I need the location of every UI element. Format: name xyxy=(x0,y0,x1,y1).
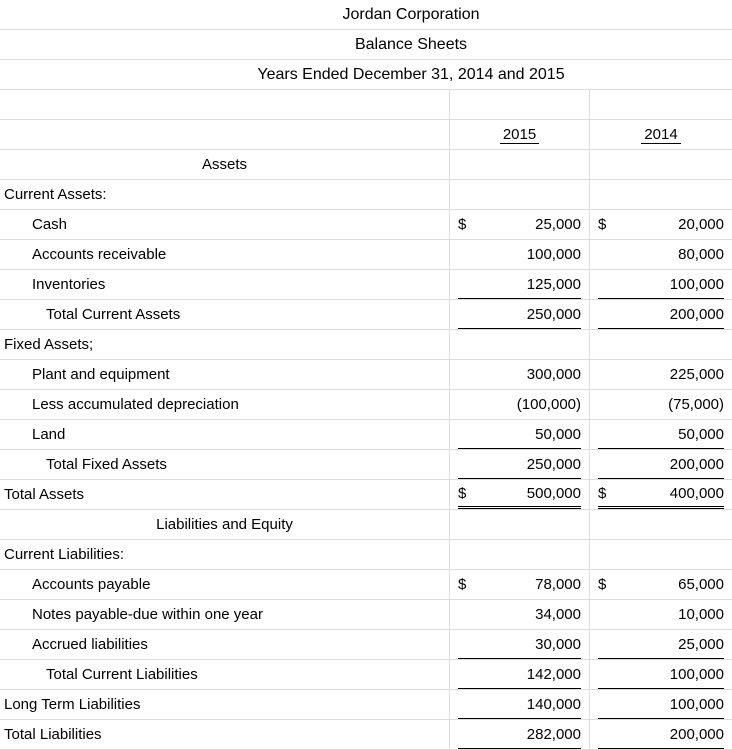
row-land xyxy=(0,420,732,450)
row-label: Accounts receivable xyxy=(0,240,450,269)
value-cell-right-year xyxy=(590,300,732,329)
amount-wrap xyxy=(598,270,724,299)
amount: 20,000 xyxy=(678,216,724,233)
title-cell: Balance Sheets xyxy=(354,35,468,53)
row-label: Land xyxy=(0,420,450,449)
title-cell: Years Ended December 31, 2014 and 2015 xyxy=(257,65,565,83)
amount-wrap xyxy=(458,690,581,719)
amount: 50,000 xyxy=(535,425,581,443)
value-cell-left-year xyxy=(450,660,590,689)
amount-wrap xyxy=(598,660,724,689)
amount: 65,000 xyxy=(678,576,724,593)
amount-wrap xyxy=(598,360,724,389)
amount: 25,000 xyxy=(535,216,581,233)
amount-wrap xyxy=(598,690,724,719)
row-total-assets xyxy=(0,480,732,510)
title-cell: Jordan Corporation xyxy=(342,5,480,23)
row-current-liabilities xyxy=(0,540,732,570)
value-cell-left-year xyxy=(450,120,590,149)
amount: 142,000 xyxy=(526,665,581,683)
amount: 250,000 xyxy=(526,455,581,473)
value-cell-right-year xyxy=(590,630,732,659)
row-total-fixed-assets xyxy=(0,450,732,480)
value-cell-right-year xyxy=(590,720,732,749)
value-cell-right-year xyxy=(590,90,732,119)
amount-wrap xyxy=(458,480,581,509)
amount: 34,000 xyxy=(535,606,581,623)
amount: 100,000 xyxy=(669,665,724,683)
value-cell-right-year xyxy=(590,240,732,269)
blank-row xyxy=(0,90,732,120)
value-cell-right-year xyxy=(590,570,732,599)
amount-wrap xyxy=(598,570,724,599)
amount: 300,000 xyxy=(526,366,581,383)
value-cell-left-year xyxy=(450,540,590,569)
value-cell-right-year xyxy=(590,120,732,149)
amount-wrap xyxy=(598,720,724,749)
year-header: 2015 xyxy=(500,126,539,144)
amount-wrap xyxy=(598,420,724,449)
row-label: Less accumulated depreciation xyxy=(0,390,450,419)
row-accounts-payable xyxy=(0,570,732,600)
row-long-term-liabilities xyxy=(0,690,732,720)
amount: 200,000 xyxy=(669,455,724,473)
amount: (100,000) xyxy=(516,396,581,413)
row-total-liabilities xyxy=(0,720,732,750)
amount-wrap xyxy=(598,390,724,419)
row-label: Total Liabilities xyxy=(0,720,450,749)
amount-wrap xyxy=(458,450,581,479)
amount-wrap xyxy=(458,210,581,239)
value-cell-left-year xyxy=(450,450,590,479)
row-label: Inventories xyxy=(0,270,450,299)
value-cell-right-year xyxy=(590,510,732,539)
value-cell-right-year xyxy=(590,690,732,719)
value-cell-left-year xyxy=(450,480,590,509)
amount: 140,000 xyxy=(526,695,581,713)
amount: 225,000 xyxy=(669,366,724,383)
amount-wrap xyxy=(598,240,724,269)
amount: 100,000 xyxy=(526,246,581,263)
row-label: Total Assets xyxy=(0,480,450,509)
amount: 400,000 xyxy=(669,484,724,502)
amount-wrap xyxy=(598,300,724,329)
value-cell-left-year xyxy=(450,510,590,539)
value-cell-left-year xyxy=(450,90,590,119)
row-label: Fixed Assets; xyxy=(0,330,450,359)
amount-wrap xyxy=(598,480,724,509)
row-label: Liabilities and Equity xyxy=(0,510,450,539)
row-label: Accrued liabilities xyxy=(0,630,450,659)
value-cell-left-year xyxy=(450,720,590,749)
title-company xyxy=(0,0,732,30)
amount-wrap xyxy=(458,720,581,749)
amount-wrap xyxy=(458,420,581,449)
amount: 500,000 xyxy=(526,484,581,502)
value-cell-left-year xyxy=(450,390,590,419)
amount: 125,000 xyxy=(526,275,581,293)
amount-wrap xyxy=(458,390,581,419)
amount-wrap xyxy=(598,450,724,479)
amount-wrap xyxy=(458,630,581,659)
currency-symbol: $ xyxy=(598,484,607,502)
section-assets xyxy=(0,150,732,180)
value-cell-right-year xyxy=(590,660,732,689)
row-label: Current Assets: xyxy=(0,180,450,209)
value-cell-right-year xyxy=(590,540,732,569)
row-label: Current Liabilities: xyxy=(0,540,450,569)
amount: 100,000 xyxy=(669,275,724,293)
value-cell-left-year xyxy=(450,420,590,449)
value-cell-left-year xyxy=(450,210,590,239)
amount: 200,000 xyxy=(669,725,724,743)
row-label: Long Term Liabilities xyxy=(0,690,450,719)
value-cell-right-year xyxy=(590,210,732,239)
row-label: Assets xyxy=(0,150,450,179)
value-cell-left-year xyxy=(450,690,590,719)
currency-symbol: $ xyxy=(598,216,607,233)
amount-wrap xyxy=(458,360,581,389)
value-cell-left-year xyxy=(450,300,590,329)
column-header-row xyxy=(0,120,732,150)
title-report xyxy=(0,30,732,60)
row-total-current-assets xyxy=(0,300,732,330)
row-label xyxy=(0,90,450,119)
row-label: Cash xyxy=(0,210,450,239)
amount-wrap xyxy=(598,630,724,659)
row-label: Total Current Assets xyxy=(0,300,450,329)
value-cell-left-year xyxy=(450,270,590,299)
row-label xyxy=(0,120,450,149)
value-cell-right-year xyxy=(590,270,732,299)
section-liabilities-and-equity xyxy=(0,510,732,540)
row-label: Total Current Liabilities xyxy=(0,660,450,689)
amount: 78,000 xyxy=(535,576,581,593)
row-label: Accounts payable xyxy=(0,570,450,599)
value-cell-right-year xyxy=(590,180,732,209)
row-label: Plant and equipment xyxy=(0,360,450,389)
title-period xyxy=(0,60,732,90)
currency-symbol: $ xyxy=(458,576,467,593)
amount-wrap xyxy=(458,240,581,269)
amount: 200,000 xyxy=(669,305,724,323)
row-less-accumulated-depreciation xyxy=(0,390,732,420)
value-cell-right-year xyxy=(590,450,732,479)
amount: 10,000 xyxy=(678,606,724,623)
value-cell-right-year xyxy=(590,600,732,629)
currency-symbol: $ xyxy=(458,216,467,233)
amount-wrap xyxy=(458,660,581,689)
value-cell-right-year xyxy=(590,330,732,359)
row-label: Total Fixed Assets xyxy=(0,450,450,479)
year-header: 2014 xyxy=(641,126,680,144)
amount-wrap xyxy=(598,600,724,629)
row-accrued-liabilities xyxy=(0,630,732,660)
value-cell-right-year xyxy=(590,150,732,179)
amount: 50,000 xyxy=(678,425,724,443)
row-inventories xyxy=(0,270,732,300)
currency-symbol: $ xyxy=(458,484,467,502)
amount-wrap xyxy=(458,300,581,329)
value-cell-right-year xyxy=(590,420,732,449)
row-accounts-receivable xyxy=(0,240,732,270)
amount-wrap xyxy=(458,600,581,629)
value-cell-left-year xyxy=(450,360,590,389)
value-cell-left-year xyxy=(450,570,590,599)
value-cell-left-year xyxy=(450,600,590,629)
amount: 282,000 xyxy=(526,725,581,743)
value-cell-left-year xyxy=(450,630,590,659)
row-label: Notes payable-due within one year xyxy=(0,600,450,629)
value-cell-right-year xyxy=(590,480,732,509)
amount: 80,000 xyxy=(678,246,724,263)
value-cell-right-year xyxy=(590,390,732,419)
amount-wrap xyxy=(598,210,724,239)
amount-wrap xyxy=(458,570,581,599)
value-cell-left-year xyxy=(450,180,590,209)
row-notes-payable xyxy=(0,600,732,630)
amount: 30,000 xyxy=(535,635,581,653)
row-cash xyxy=(0,210,732,240)
amount-wrap xyxy=(458,270,581,299)
row-current-assets xyxy=(0,180,732,210)
value-cell-left-year xyxy=(450,150,590,179)
row-total-current-liabilities xyxy=(0,660,732,690)
amount: (75,000) xyxy=(668,396,724,413)
row-fixed-assets xyxy=(0,330,732,360)
row-plant-and-equipment xyxy=(0,360,732,390)
amount: 100,000 xyxy=(669,695,724,713)
currency-symbol: $ xyxy=(598,576,607,593)
value-cell-left-year xyxy=(450,240,590,269)
amount: 250,000 xyxy=(526,305,581,323)
amount: 25,000 xyxy=(678,635,724,653)
value-cell-left-year xyxy=(450,330,590,359)
value-cell-right-year xyxy=(590,360,732,389)
